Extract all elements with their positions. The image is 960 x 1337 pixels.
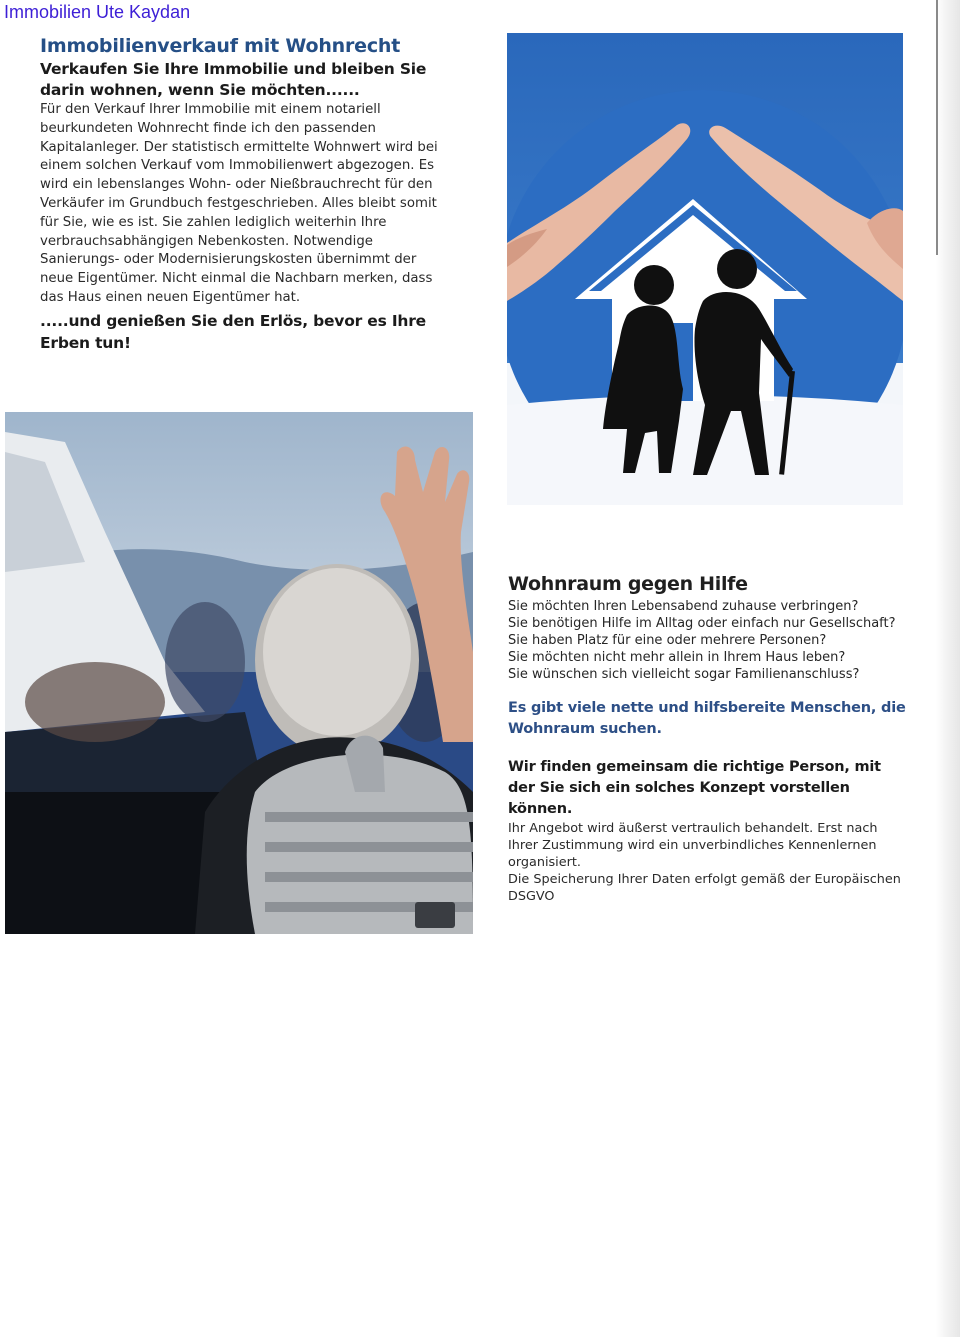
scan-fold-line bbox=[936, 0, 938, 255]
elderly-couple-house-illustration bbox=[507, 33, 903, 505]
scan-edge bbox=[936, 0, 960, 1337]
section-sale bbox=[40, 33, 450, 354]
sale-subtitle: Verkaufen Sie Ihre Immobilie und bleiben Sie darin wohnen, wenn Sie möchten...... bbox=[40, 60, 427, 99]
house-hands-svg bbox=[507, 33, 903, 505]
help-confidentiality-note: Ihr Angebot wird äußerst vertraulich behandelt. Erst nach Ihrer Zustimmung wird ein unverbindliches Kennenlernen organisiert. bbox=[508, 821, 878, 870]
waving-photo-svg bbox=[5, 412, 473, 934]
waving-woman-photo bbox=[5, 412, 473, 934]
help-headline: Wir finden gemeinsam die richtige Person, mit der Sie sich ein solches Konzept vorstellen können. bbox=[508, 759, 881, 817]
section-help bbox=[508, 572, 908, 905]
sale-body: Für den Verkauf Ihrer Immobilie mit einem notariell beurkundeten Wohnrecht finde ich den passenden Kapitalanleger. Der statistisch ermittelte Wohnwert wird bei einem solchen Verkauf vom Immobilienwert abgezogen. Es wird ein lebenslanges Wohn- oder Nießbrauchrecht für den Verkäufer im Grundbuch festgeschrieben. Alles bleibt somit für Sie, wie es ist. Sie zahlen lediglich weiterhin Ihre verbrauchsabhängigen Nebenkosten. Notwendige Sanierungs- oder Modernisierungskosten übernimmt der neue Eigentümer. Nicht einmal die Nachbarn merken, dass das Haus einen neuen Eigentümer hat. bbox=[40, 102, 438, 305]
help-title: Wohnraum gegen Hilfe bbox=[508, 573, 748, 595]
help-question-list bbox=[508, 598, 908, 683]
sale-closing: .....und genießen Sie den Erlös, bevor es Ihre Erben tun! bbox=[40, 311, 426, 352]
list-item: Sie möchten nicht mehr allein in Ihrem Haus leben? bbox=[508, 650, 846, 665]
brand-name: Immobilien Ute Kaydan bbox=[4, 2, 191, 22]
list-item: Sie benötigen Hilfe im Alltag oder einfach nur Gesellschaft? bbox=[508, 616, 896, 631]
list-item: Sie haben Platz für eine oder mehrere Personen? bbox=[508, 633, 827, 648]
help-accent-text: Es gibt viele nette und hilfsbereite Menschen, die Wohnraum suchen. bbox=[508, 700, 906, 737]
list-item: Sie möchten Ihren Lebensabend zuhause verbringen? bbox=[508, 599, 859, 614]
sale-title: Immobilienverkauf mit Wohnrecht bbox=[40, 35, 401, 57]
help-data-protection-note: Die Speicherung Ihrer Daten erfolgt gemäß der Europäischen DSGVO bbox=[508, 872, 901, 904]
list-item: Sie wünschen sich vielleicht sogar Familienanschluss? bbox=[508, 667, 860, 682]
